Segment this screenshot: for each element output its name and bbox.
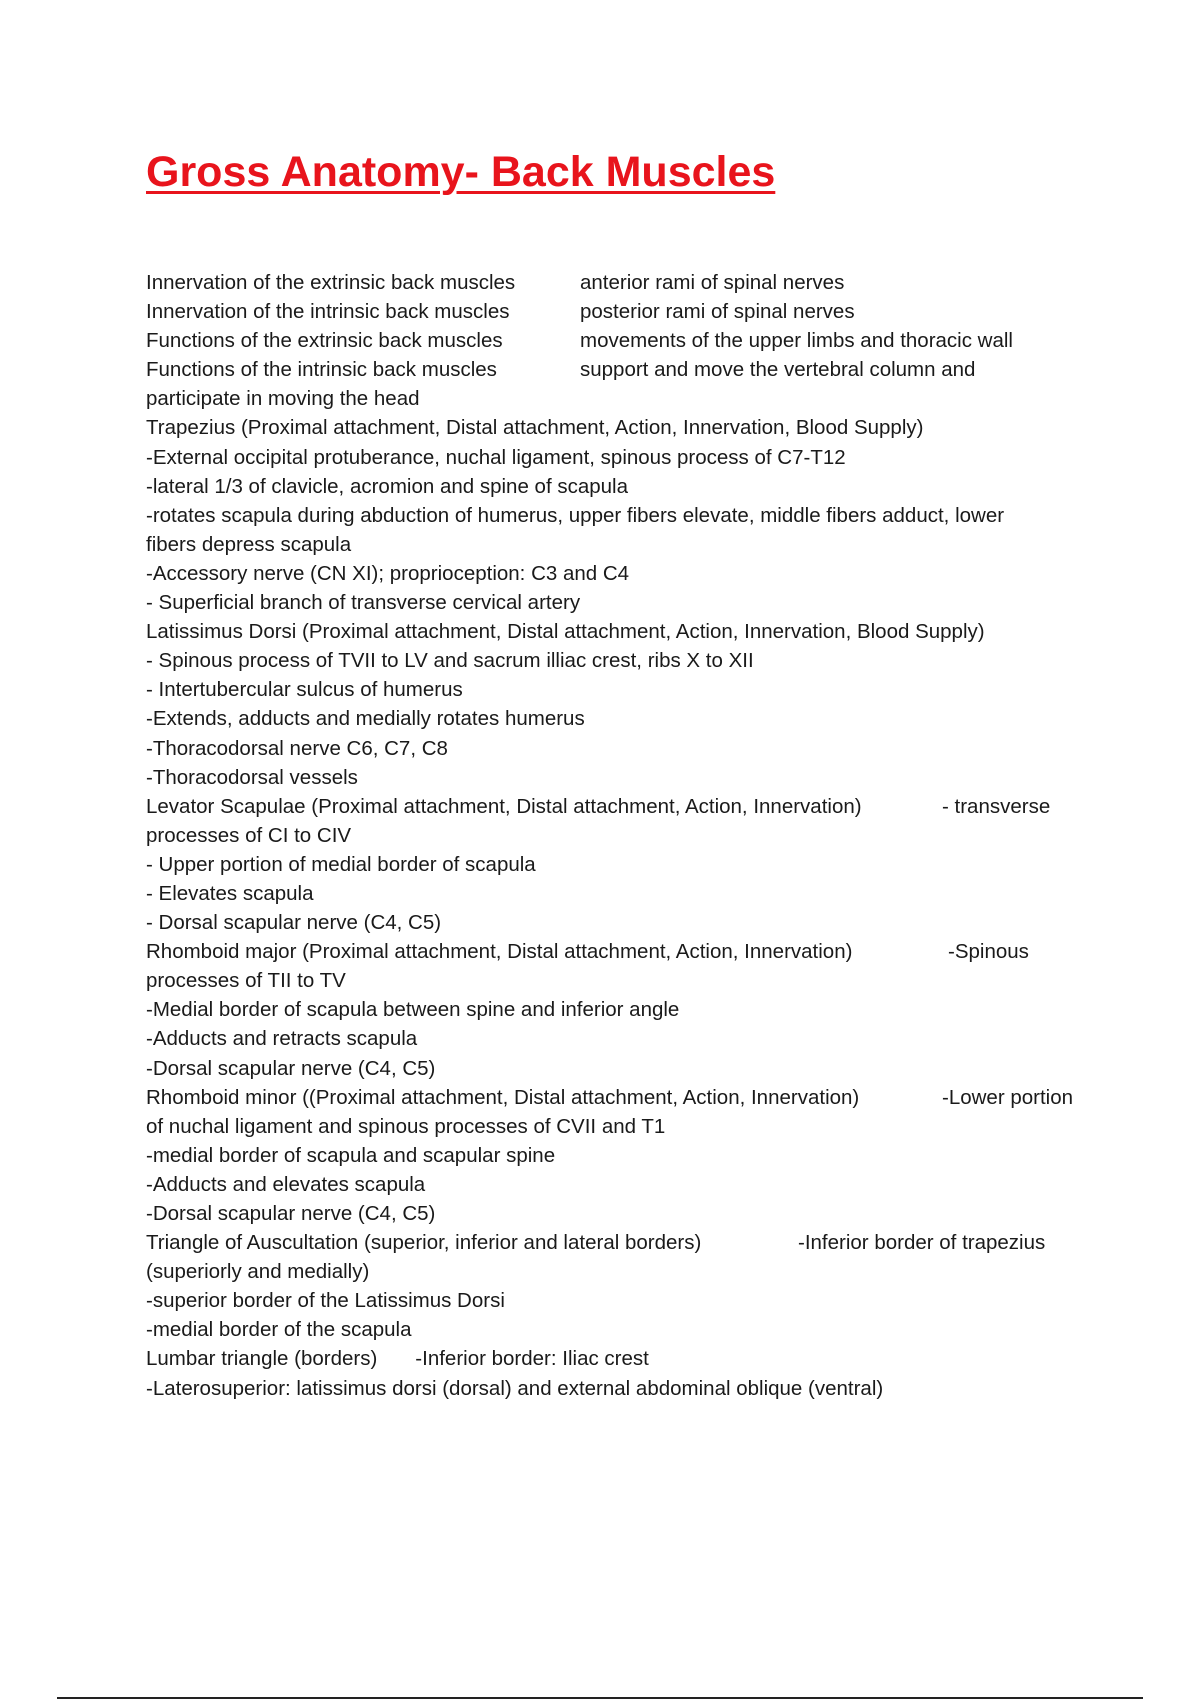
auscultation-line: -medial border of the scapula: [146, 1318, 412, 1342]
levator-line: - Upper portion of medial border of scapula: [146, 852, 536, 876]
trapezius-heading: Trapezius (Proximal attachment, Distal attachment, Action, Innervation, Blood Supply): [146, 416, 924, 440]
qa-answer: posterior rami of spinal nerves: [580, 300, 855, 324]
trapezius-line: -External occipital protuberance, nuchal ligament, spinous process of C7-T12: [146, 445, 846, 469]
rhomboid-minor-heading-row: [146, 1083, 1096, 1112]
qa-continuation: participate in moving the head: [146, 387, 420, 411]
auscultation-line: (superiorly and medially): [146, 1260, 370, 1284]
qa-row: [146, 297, 1096, 326]
levator-heading-row: [146, 792, 1096, 821]
latissimus-line: -Extends, adducts and medially rotates humerus: [146, 707, 585, 731]
trapezius-line: - Superficial branch of transverse cervical artery: [146, 591, 581, 615]
lumbar-answer-start: -Inferior border: Iliac crest: [415, 1347, 649, 1371]
levator-line: processes of CI to CIV: [146, 823, 352, 847]
auscultation-line: -superior border of the Latissimus Dorsi: [146, 1289, 505, 1313]
latissimus-line: -Thoracodorsal nerve C6, C7, C8: [146, 736, 448, 760]
rhomboid-minor-line: -Adducts and elevates scapula: [146, 1172, 426, 1196]
qa-question: Innervation of the intrinsic back muscles: [146, 300, 510, 324]
auscultation-heading: Triangle of Auscultation (superior, inferior and lateral borders): [146, 1231, 702, 1255]
rhomboid-major-line: -Adducts and retracts scapula: [146, 1027, 418, 1051]
levator-line: - Elevates scapula: [146, 881, 314, 905]
qa-question: Functions of the extrinsic back muscles: [146, 329, 503, 353]
qa-answer: movements of the upper limbs and thoracic wall: [580, 329, 1013, 353]
qa-row: [146, 268, 1096, 297]
auscultation-answer-start: -Inferior border of trapezius: [798, 1231, 1046, 1255]
rhomboid-major-line: -Dorsal scapular nerve (C4, C5): [146, 1056, 436, 1080]
trapezius-line: -rotates scapula during abduction of humerus, upper fibers elevate, middle fibers adduct, lower: [146, 503, 1005, 527]
trapezius-line: -lateral 1/3 of clavicle, acromion and spine of scapula: [146, 474, 629, 498]
rhomboid-major-line: -Medial border of scapula between spine and inferior angle: [146, 998, 680, 1022]
qa-answer: anterior rami of spinal nerves: [580, 271, 845, 294]
auscultation-heading-row: [146, 1228, 1096, 1257]
latissimus-line: - Intertubercular sulcus of humerus: [146, 678, 463, 702]
qa-row: [146, 326, 1096, 355]
rhomboid-minor-line: of nuchal ligament and spinous processes of CVII and T1: [146, 1114, 666, 1138]
footer-rule: [57, 1697, 1143, 1699]
qa-question: Functions of the intrinsic back muscles: [146, 358, 497, 382]
latissimus-line: -Thoracodorsal vessels: [146, 765, 358, 789]
lumbar-heading: Lumbar triangle (borders): [146, 1347, 378, 1371]
rhomboid-major-heading-row: [146, 937, 1096, 966]
lumbar-line: -Laterosuperior: latissimus dorsi (dorsal) and external abdominal oblique (ventral): [146, 1376, 884, 1400]
lumbar-heading-row: [146, 1344, 1096, 1373]
levator-line: - Dorsal scapular nerve (C4, C5): [146, 911, 442, 935]
rhomboid-major-heading: Rhomboid major (Proximal attachment, Distal attachment, Action, Innervation): [146, 940, 853, 964]
rhomboid-minor-answer-start: -Lower portion: [942, 1085, 1074, 1109]
trapezius-line: -Accessory nerve (CN XI); proprioception: C3 and C4: [146, 561, 630, 585]
rhomboid-minor-heading: Rhomboid minor ((Proximal attachment, Distal attachment, Action, Innervation): [146, 1085, 860, 1109]
rhomboid-minor-line: -Dorsal scapular nerve (C4, C5): [146, 1202, 436, 1225]
qa-row: [146, 355, 1096, 384]
page-title: Gross Anatomy- Back Muscles: [146, 148, 776, 196]
rhomboid-major-answer-start: -Spinous: [948, 940, 1029, 964]
latissimus-heading: Latissimus Dorsi (Proximal attachment, Distal attachment, Action, Innervation, Blood Supply): [146, 620, 985, 644]
qa-question: Innervation of the extrinsic back muscles: [146, 271, 516, 294]
notes-body: [146, 268, 1096, 1403]
rhomboid-major-line: processes of TII to TV: [146, 969, 346, 993]
levator-heading: Levator Scapulae (Proximal attachment, Distal attachment, Action, Innervation): [146, 794, 862, 818]
latissimus-line: - Spinous process of TVII to LV and sacrum illiac crest, ribs X to XII: [146, 649, 754, 673]
rhomboid-minor-line: -medial border of scapula and scapular spine: [146, 1143, 556, 1167]
levator-answer-start: - transverse: [942, 794, 1051, 818]
trapezius-line: fibers depress scapula: [146, 532, 352, 556]
qa-answer: support and move the vertebral column and: [580, 358, 976, 382]
